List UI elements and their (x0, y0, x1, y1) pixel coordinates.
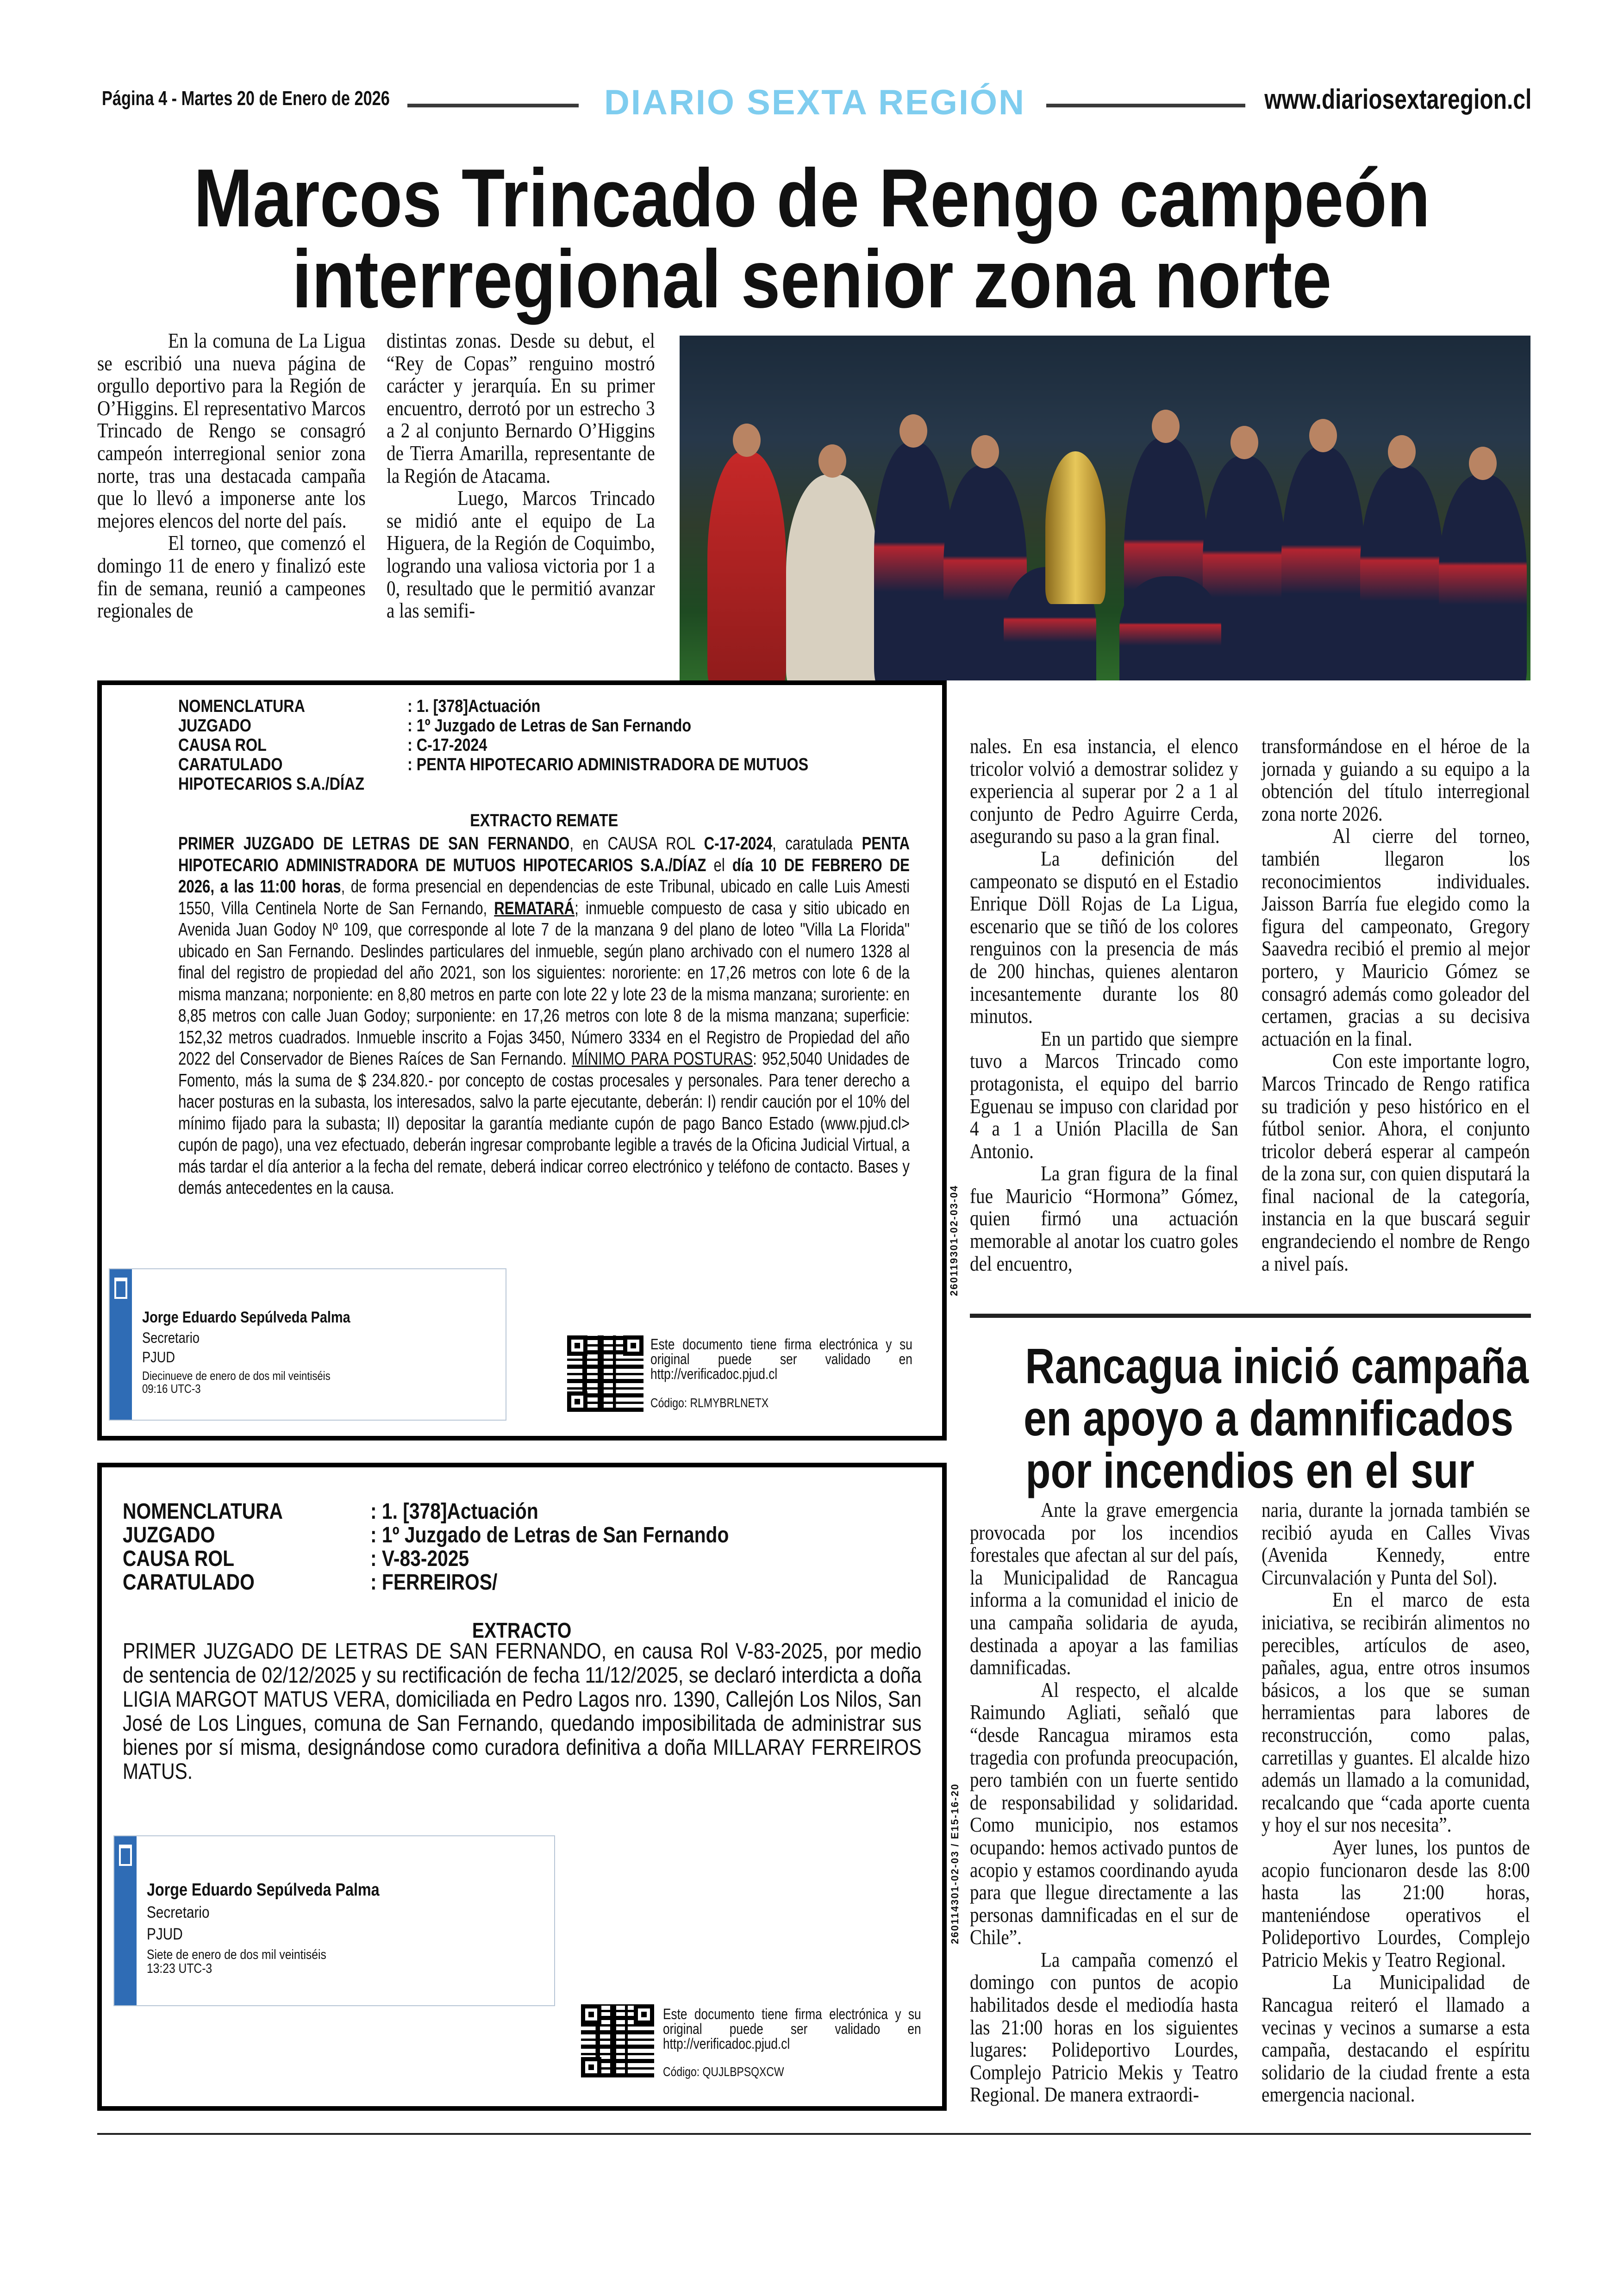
paragraph: La definición del campeonato se disputó en el Estadio Enrique Döll Rojas de La Ligua, escenario que se tiñó de los colores renguinos con la presencia de más de 200 hinchas, quienes alentaron incesantemente durante los 80 minutos. (970, 846, 1238, 1028)
verification-notice: Este documento tiene firma electrónica y su original puede ser validado en http://verificadoc.pjud.cl (650, 1336, 912, 1382)
field-value-continued: HIPOTECARIOS S.A./DÍAZ (178, 774, 364, 794)
team-celebration-photo (680, 336, 1530, 680)
legal1-body-segment: PENTA HIPOTECARIO ADMINISTRADORA DE MUTUOS HIPOTECARIOS S.A./DÍAZ (178, 834, 910, 875)
signer-org: PJUD (142, 1349, 175, 1366)
paragraph: Con este importante logro, Marcos Trincado de Rengo ratifica su tradición y peso histórico en el fútbol senior. Ahora, el conjunto tricolor deberá esperar al campeón de la zona sur, con quien disputará la final nacional de la categoría, instancia en la que buscará seguir engrandeciendo el nombre de Rengo a nivel país. (1262, 1049, 1530, 1275)
article2-headline-line-3: por incendios en el sur (1025, 1442, 1474, 1498)
paragraph: naria, durante la jornada también se recibió ayuda en Calles Vivas (Avenida Kennedy, entre Circunvalación y Punta del Sol). (1262, 1498, 1530, 1589)
header-rule-right (1046, 104, 1245, 107)
ad-reference-code: 260114301-02-03 / E15-16-20 (949, 1783, 961, 1944)
field-label: JUZGADO (178, 716, 251, 736)
courthouse-icon (119, 1845, 132, 1866)
section-divider (970, 1314, 1531, 1318)
field-label: CARATULADO (123, 1570, 255, 1595)
trophy-icon (1045, 451, 1106, 604)
article2-headline-line-1: Rancagua inició campaña (1025, 1338, 1529, 1394)
signer-name: Jorge Eduardo Sepúlveda Palma (142, 1309, 350, 1326)
legal1-body-segment: PRIMER JUZGADO DE LETRAS DE SAN FERNANDO (178, 834, 570, 854)
paragraph: Ayer lunes, los puntos de acopio funcionaron desde las 8:00 hasta las 21:00 horas, manteniéndose operativos el Polideportivo Lourdes, Complejo Patricio Mekis y Teatro Regional. (1262, 1835, 1530, 1971)
paragraph: La campaña comenzó el domingo con puntos de acopio habilitados desde el mediodía hasta las 21:00 horas en los siguientes lugares: Polideportivo Lourdes, Complejo Patricio Mekis y Teatro Regional. De manera extraordi- (970, 1947, 1238, 2107)
page-bottom-rule (97, 2133, 1531, 2135)
article2-headline-line-2: en apoyo a damnificados (1024, 1390, 1514, 1446)
field-value: : 1. [378]Actuación (407, 697, 541, 716)
legal1-heading: EXTRACTO REMATE (469, 811, 618, 830)
verification-code: Código: RLMYBRLNETX (650, 1396, 769, 1410)
legal1-body-segment: el (706, 855, 732, 875)
field-label: JUZGADO (123, 1523, 215, 1547)
paragraph: La Municipalidad de Rancagua reiteró el llamado a vecinas y vecinos a sumarse a esta campaña, destacando el espíritu solidario de la ciudad frente a esta emergencia nacional. (1262, 1970, 1530, 2107)
paragraph: En el marco de esta iniciativa, se recibirán alimentos no perecibles, artículos de aseo, pañales, agua, entre otros insumos básicos, a los que se suman herramientas para labores de reconstrucción, como palas, carretillas y guantes. El alcalde hizo además un llamado a la comunidad, recalcando que “cada aporte cuenta y hoy el sur nos necesita”. (1262, 1588, 1530, 1837)
paragraph: Ante la grave emergencia provocada por los incendios forestales que afectan al sur del país, la Municipalidad de Rancagua informa a la comunidad el inicio de una campaña solidaria de ayuda, destinada a apoyar a las familias damnificadas. (970, 1498, 1238, 1679)
article2-column-1 (970, 1499, 1238, 2106)
newspaper-brand: DIARIO SEXTA REGIÓN (604, 83, 1025, 122)
legal2-heading: EXTRACTO (472, 1618, 572, 1642)
article1-column-4 (1262, 735, 1530, 1275)
paragraph: transformándose en el héroe de la jornada y guiando a su equipo a la obtención del título interregional zona norte 2026. (1262, 734, 1530, 825)
field-label: NOMENCLATURA (123, 1499, 283, 1524)
field-value: : V-83-2025 (370, 1547, 469, 1571)
article1-column-2 (387, 330, 655, 622)
field-value: : PENTA HIPOTECARIO ADMINISTRADORA DE MUTUOS (407, 755, 809, 774)
legal1-body-segment: , de forma presencial en dependencias de este Tribunal, ubicado en calle Luis Amesti 1550, Villa Centinela Norte de San Fernando, (178, 877, 910, 918)
signature-time: 09:16 UTC-3 (142, 1382, 201, 1396)
paragraph: En la comuna de La Ligua se escribió una nueva página de orgullo deportivo para la Región de O’Higgins. El representativo Marcos Trincado de Rengo se consagró campeón interregional senior zona norte, tras una destacada campaña que lo llevó a imponerse ante los mejores elencos del norte del país. (97, 329, 366, 532)
signer-role: Secretario (147, 1903, 210, 1921)
signature-card (109, 1268, 506, 1421)
paragraph: Al respecto, el alcalde Raimundo Agliati, señaló que “desde Rancagua miramos esta tragedia con profunda preocupación, pero también con un fuerte sentido de responsabilidad y solidaridad. Como municipio, nos estamos ocupando: hemos activado puntos de acopio y estamos coordinando ayuda para que llegue directamente a las personas damnificadas en el sur de Chile”. (970, 1678, 1238, 1949)
article-headline-line-2: interregional senior zona norte (292, 233, 1332, 325)
ad-reference-code: 260119301-02-03-04 (948, 1185, 960, 1296)
signature-date: Diecinueve de enero de dos mil veintiséis (142, 1369, 331, 1383)
field-value: : 1º Juzgado de Letras de San Fernando (407, 716, 692, 736)
verification-notice: Este documento tiene firma electrónica y su original puede ser validado en http://verificadoc.pjud.cl (663, 2006, 921, 2052)
legal1-body-text (178, 833, 910, 1199)
field-label: CAUSA ROL (178, 736, 267, 755)
field-value: : FERREIROS/ (370, 1570, 498, 1595)
verification-code: Código: QUJLBPSQXCW (663, 2064, 784, 2079)
field-value: : 1º Juzgado de Letras de San Fernando (370, 1523, 729, 1547)
paragraph: La gran figura de la final fue Mauricio “Hormona” Gómez, quien firmó una actuación memorable al anotar los cuatro goles del encuentro, (970, 1161, 1238, 1275)
signature-date: Siete de enero de dos mil veintiséis (147, 1947, 326, 1962)
paragraph: Luego, Marcos Trincado se midió ante el equipo de La Higuera, de la Región de Coquimbo, logrando una valiosa victoria por 1 a 0, resultado que le permitió avanzar a las semifi- (387, 486, 655, 623)
qr-code[interactable] (581, 2004, 654, 2077)
website-link[interactable]: www.diariosextaregion.cl (1264, 84, 1531, 115)
legal1-body-segment: : 952,5040 Unidades de Fomento, más la suma de $ 234.820.- por concepto de costas procesales y personales. Para tener derecho a hacer posturas en la subasta, los interesados, salvo la parte ejecutante, deberán: I) rendir caución por el 10% del mínimo fijado para la subasta; II) depositar la garantía mediante cupón de pago Banco Estado (www.pjud.cl> cupón de pago), una vez efectuado, deberán ingresar comprobante legible a través de la Oficina Judicial Virtual, a más tardar el día anterior a la fecha del remate, deberá indicar correo electrónico y teléfono de contacto. Bases y demás antecedentes en la causa. (178, 1049, 910, 1198)
legal1-body-segment: MÍNIMO PARA POSTURAS (572, 1049, 753, 1069)
article-headline-line-1: Marcos Trincado de Rengo campeón (194, 152, 1430, 244)
signature-card (113, 1835, 555, 2006)
article2-column-2 (1262, 1499, 1530, 2106)
legal2-body-text: PRIMER JUZGADO DE LETRAS DE SAN FERNANDO, en causa Rol V-83-2025, por medio de sentencia de 02/12/2025 y su rectificación de fecha 11/12/2025, se declaró interdicta a doña LIGIA MARGOT MATUS VERA, domiciliada en Pedro Lagos nro. 1390, Callejón Los Nilos, San José de Los Lingues, comuna de San Fernando, quedando imposibilitada de administrar sus bienes por sí misma, designándose como curadora definitiva a doña MILLARAY FERREIROS MATUS. (123, 1639, 922, 1784)
signature-stripe (110, 1269, 132, 1420)
legal1-body-segment: , en CAUSA ROL (569, 834, 704, 854)
signer-name: Jorge Eduardo Sepúlveda Palma (147, 1880, 380, 1900)
field-label: CAUSA ROL (123, 1547, 235, 1571)
legal1-body-segment: C-17-2024 (704, 834, 773, 854)
field-label: CARATULADO (178, 755, 283, 774)
field-label: NOMENCLATURA (178, 697, 305, 716)
signature-stripe (114, 1836, 137, 2005)
legal1-body-segment: día 10 DE FEBRERO DE 2026, a las 11:00 horas (178, 855, 910, 897)
courthouse-icon (114, 1278, 127, 1299)
header-rule-left (407, 104, 579, 107)
paragraph: nales. En esa instancia, el elenco tricolor volvió a demostrar solidez y experiencia al superar por 2 a 1 al conjunto de Pedro Aguirre Cerda, asegurando su paso a la gran final. (970, 734, 1238, 848)
legal1-body-segment: , caratulada (772, 834, 862, 854)
qr-code[interactable] (567, 1335, 643, 1412)
paragraph: En un partido que siempre tuvo a Marcos Trincado como protagonista, el equipo del barrio Eguenau se impuso con claridad por 4 a 1 a Unión Placilla de San Antonio. (970, 1026, 1238, 1163)
article1-column-3 (970, 735, 1238, 1275)
signer-org: PJUD (147, 1925, 183, 1943)
paragraph: distintas zonas. Desde su debut, el “Rey de Copas” renguino mostró carácter y jerarquía. En su primer encuentro, derrotó por un estrecho 3 a 2 al conjunto Bernardo O’Higgins de Tierra Amarilla, representante de la Región de Atacama. (387, 329, 655, 487)
field-value: : 1. [378]Actuación (370, 1499, 538, 1524)
paragraph: Al cierre del torneo, también llegaron los reconocimientos individuales. Jaisson Barría fue elegido como la figura del campeonato, Gregory Saavedra recibió el premio al mejor portero, y Mauricio Gómez se consagró además como goleador del certamen, gracias a su decisiva actuación en la final. (1262, 824, 1530, 1050)
paragraph: El torneo, que comenzó el domingo 11 de enero y finalizó este fin de semana, reunió a campeones regionales de (97, 531, 366, 623)
signature-time: 13:23 UTC-3 (147, 1961, 212, 1976)
signer-role: Secretario (142, 1329, 200, 1346)
article1-column-1 (97, 330, 366, 622)
legal1-body-segment: ; inmueble compuesto de casa y sitio ubicado en Avenida Juan Godoy Nº 109, que corresponde al lote 7 de la manzana 9 del plano de loteo "Villa La Florida" ubicado en San Fernando. Deslindes particulares del inmueble, según plano archivado con el numero 1328 al final del registro de propiedad del año 2021, son los siguientes: nororiente: en 17,26 metros con lote 6 de la misma manzana; norponiente: en 8,80 metros en parte con lote 22 y lote 23 de la misma manzana; suroriente: en 8,85 metros con calle Juan Godoy; surponiente: en 17,26 metros con lote 8 de la misma manzana; superficie: 152,32 metros cuadrados. Inmueble inscrito a Fojas 3450, Número 3334 en el Registro de Propiedad del año 2022 del Conservador de Bienes Raíces de San Fernando. (178, 898, 910, 1069)
page-date-line: Página 4 - Martes 20 de Enero de 2026 (102, 87, 390, 110)
field-value: : C-17-2024 (407, 736, 487, 755)
legal1-body-segment: REMATARÁ (494, 898, 575, 918)
